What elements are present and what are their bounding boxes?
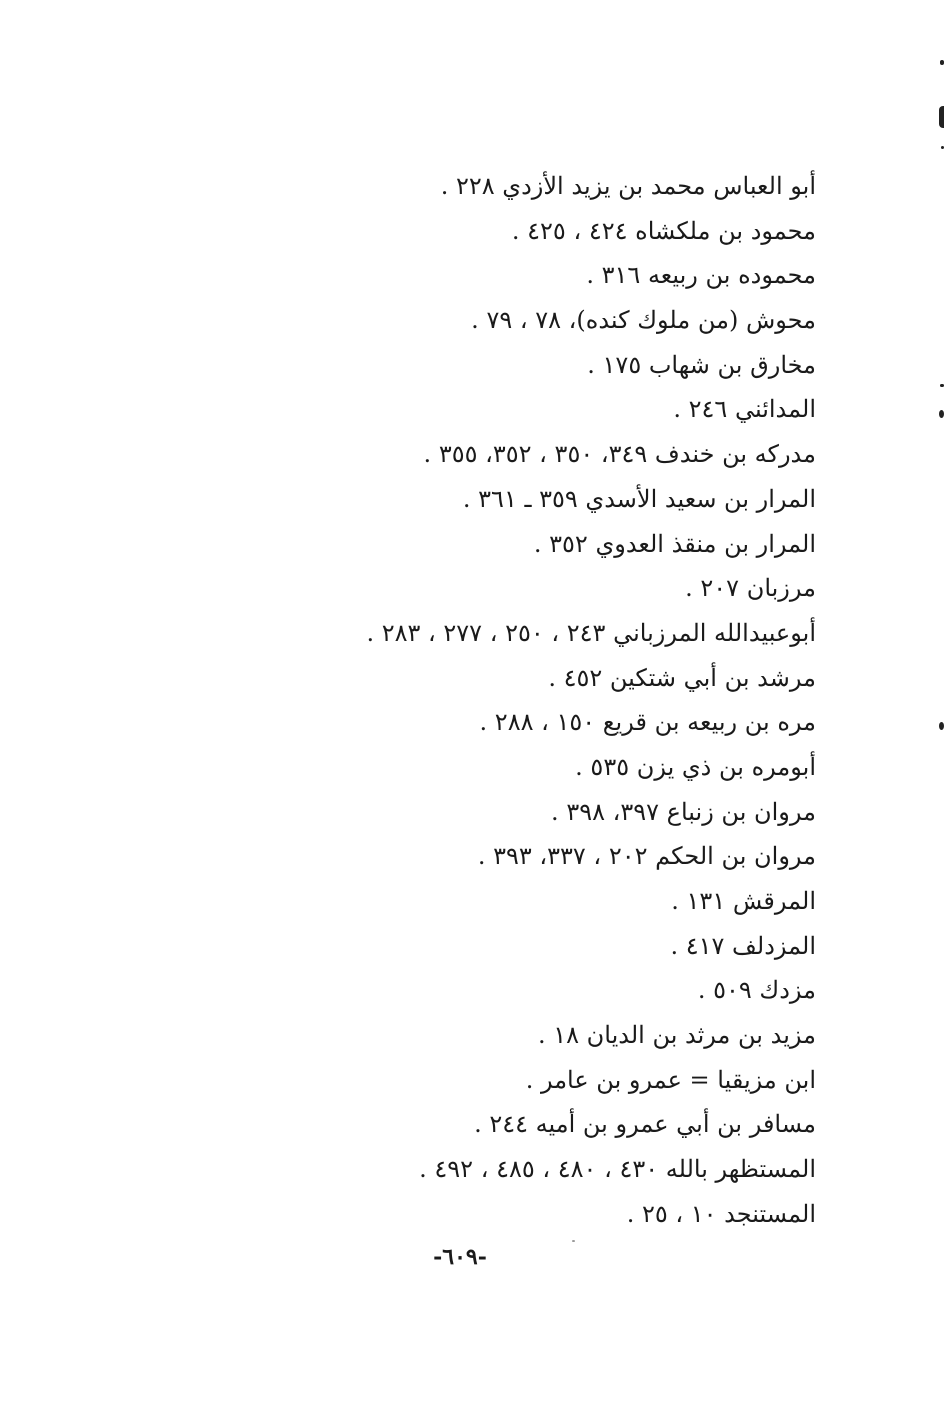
index-entry: المرقش ١٣١ .	[671, 887, 816, 915]
page-number: -٦٠٩-	[433, 1244, 487, 1270]
index-entry: مزدك ٥٠٩ .	[697, 976, 816, 1005]
scan-edge-mark	[939, 106, 944, 128]
index-entry: مدركه بن خندف ٣٤٩، ٣٥٠ ، ٣٥٢، ٣٥٥ .	[423, 440, 816, 469]
index-entry: المرار بن سعيد الأسدي ٣٥٩ ـ ٣٦١ .	[462, 484, 816, 513]
index-entry: أبوعبيدالله المرزباني ٢٤٣ ، ٢٥٠ ، ٢٧٧ ، ٢٨٣ .	[366, 618, 816, 647]
index-entry: مزيد بن مرثد بن الديان ١٨ .	[537, 1021, 816, 1050]
index-entry: مرزبان ٢٠٧ .	[685, 574, 816, 603]
scan-speck	[572, 1240, 575, 1242]
index-entry: مروان بن زنباع ٣٩٧، ٣٩٨ .	[551, 797, 816, 826]
index-entry: المستنجد ١٠ ، ٢٥ .	[626, 1199, 816, 1228]
scan-edge-mark	[939, 722, 944, 730]
index-entry: مخارق بن شهاب ١٧٥ .	[587, 350, 816, 379]
index-entry: محموده بن ربيعه ٣١٦ .	[586, 261, 816, 290]
index-entry: أبومره بن ذي يزن ٥٣٥ .	[575, 752, 816, 781]
index-entry: المرار بن منقذ العدوي ٣٥٢ .	[533, 529, 816, 558]
index-entry: مرشد بن أبي شتكين ٤٥٢ .	[548, 663, 816, 692]
index-entry: محمود بن ملكشاه ٤٢٤ ، ٤٢٥ .	[511, 216, 816, 245]
index-entry: أبو العباس محمد بن يزيد الأزدي ٢٢٨ .	[440, 172, 816, 200]
scan-edge-mark	[940, 384, 944, 387]
scan-edge-mark	[939, 410, 944, 418]
index-entry: مسافر بن أبي عمرو بن أميه ٢٤٤ .	[474, 1110, 816, 1139]
index-entry: ابن مزيقيا = عمرو بن عامر .	[525, 1065, 816, 1094]
index-entry: مره بن ربيعه بن قريع ١٥٠ ، ٢٨٨ .	[479, 708, 816, 737]
index-entry: المزدلف ٤١٧ .	[670, 931, 816, 960]
scan-edge-mark	[940, 60, 944, 65]
index-entry: المستظهر بالله ٤٣٠ ، ٤٨٠ ، ٤٨٥ ، ٤٩٢ .	[419, 1155, 816, 1184]
index-entries-list	[296, 168, 816, 1241]
index-entry: محوش (من ملوك كنده)، ٧٨ ، ٧٩ .	[471, 306, 816, 335]
index-entry: مروان بن الحكم ٢٠٢ ، ٣٣٧، ٣٩٣ .	[477, 842, 816, 871]
index-entry: المدائني ٢٤٦ .	[673, 395, 816, 424]
